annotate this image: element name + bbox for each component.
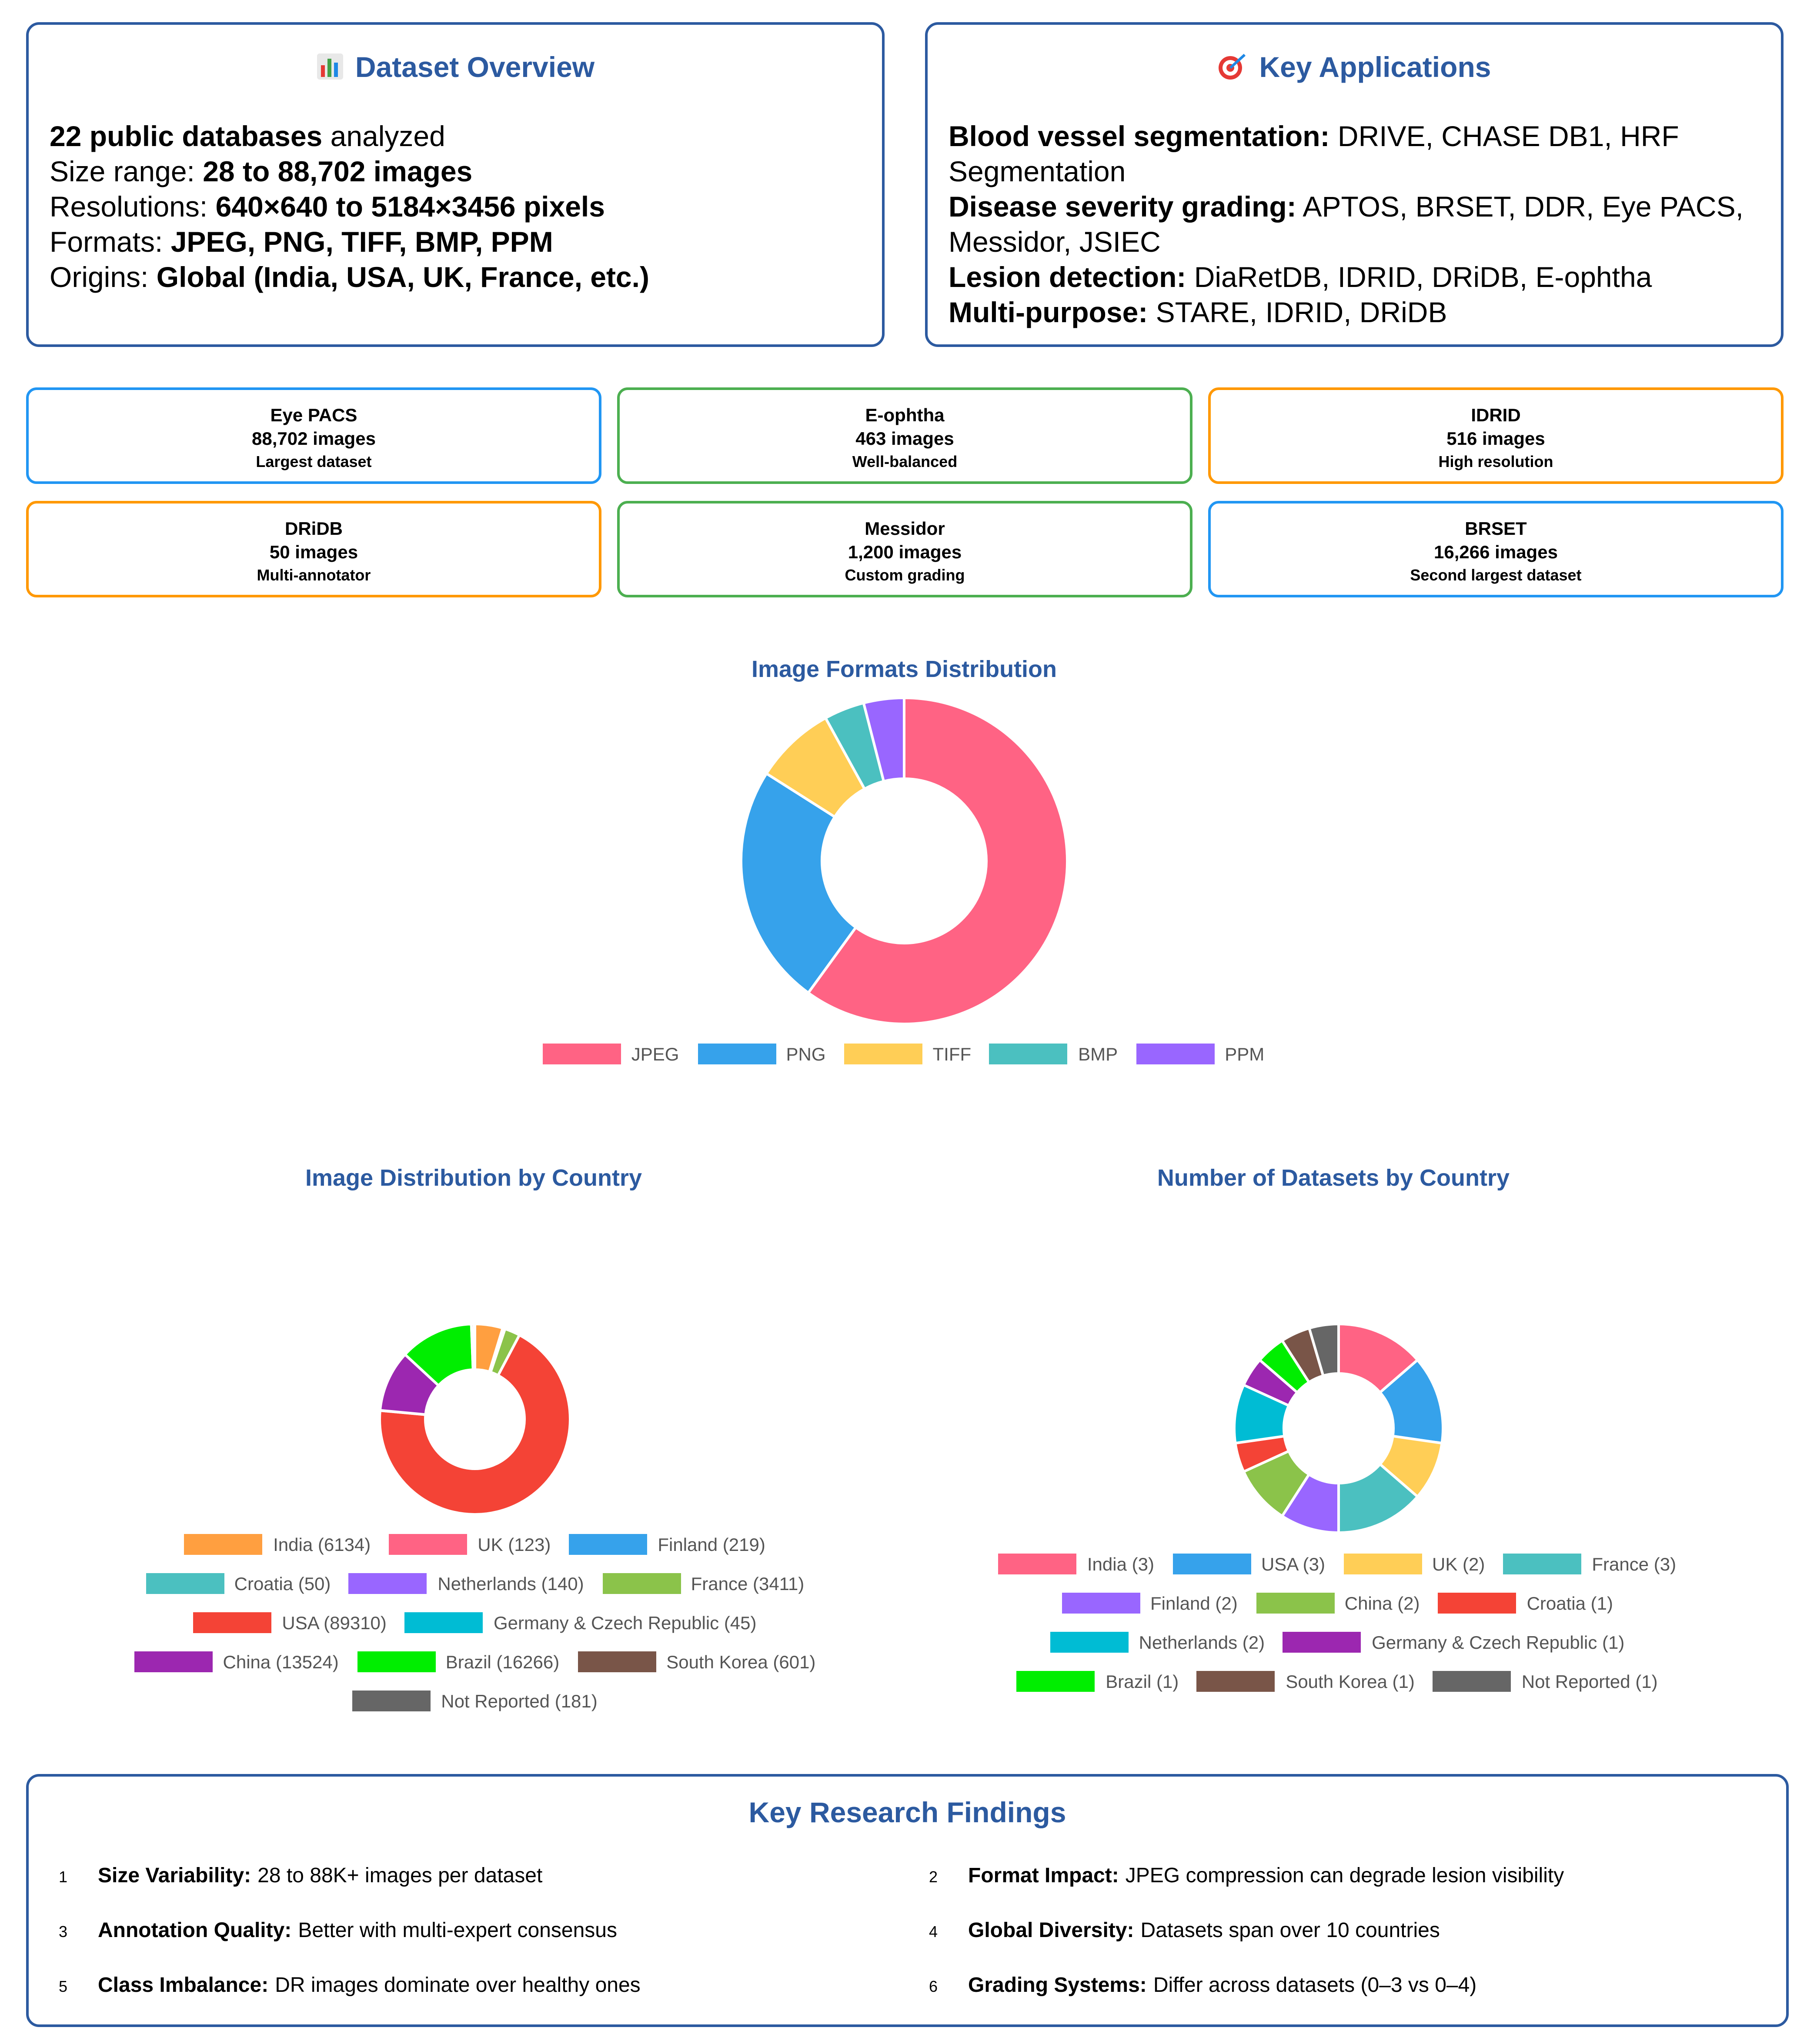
application-item: Multi-purpose: STARE, IDRID, DRiDB [949, 296, 1447, 329]
legend-swatch [1062, 1593, 1140, 1614]
legend-label: PNG [786, 1044, 826, 1064]
finding-item [929, 1865, 1564, 1889]
legend-item[interactable] [989, 1044, 1118, 1064]
legend-label: USA (89310) [282, 1612, 387, 1633]
legend-item[interactable] [193, 1612, 387, 1633]
finding-text: JPEG compression can degrade lesion visibility [1125, 1865, 1564, 1887]
legend-swatch [989, 1044, 1068, 1064]
card-count: 516 images [1446, 428, 1545, 449]
legend-item[interactable] [1017, 1671, 1179, 1692]
legend-swatch [352, 1691, 431, 1711]
legend-swatch [184, 1534, 263, 1555]
card-name: Eye PACS [270, 404, 357, 425]
finding-label: Class Imbalance: [98, 1975, 269, 1997]
legend-swatch [1050, 1632, 1129, 1653]
legend-label: China (13524) [223, 1651, 339, 1672]
application-item: Blood vessel segmentation: DRIVE, CHASE DB1, HRF Segmentation [949, 120, 1679, 188]
country-images-chart-title: Image Distribution by Country [305, 1165, 642, 1191]
legend-item[interactable] [578, 1651, 815, 1672]
legend-swatch [1343, 1554, 1422, 1574]
key-applications-panel [925, 22, 1784, 347]
formats-chart-title: Image Formats Distribution [751, 656, 1057, 682]
overview-line: Formats: JPEG, PNG, TIFF, BMP, PPM [50, 226, 553, 258]
finding-number: 2 [929, 1868, 938, 1886]
bar-chart-icon [316, 52, 345, 81]
legend-item[interactable] [1062, 1593, 1238, 1614]
legend-swatch [1283, 1632, 1361, 1653]
finding-label: Size Variability: [98, 1865, 251, 1887]
card-count: 1,200 images [848, 541, 962, 562]
legend-row [887, 1554, 1787, 1574]
legend-swatch [602, 1573, 681, 1594]
finding-item [59, 1865, 542, 1889]
dataset-card [1208, 387, 1784, 484]
card-name: E-ophtha [865, 404, 945, 425]
finding-label: Format Impact: [968, 1865, 1119, 1887]
finding-label: Grading Systems: [968, 1975, 1147, 1997]
card-count: 463 images [855, 428, 954, 449]
legend-item[interactable] [844, 1044, 972, 1064]
legend-label: Finland (2) [1150, 1593, 1238, 1614]
card-count: 16,266 images [1434, 541, 1558, 562]
legend-label: UK (2) [1432, 1554, 1485, 1574]
legend-swatch [134, 1651, 213, 1672]
legend-swatch [357, 1651, 435, 1672]
finding-text: Datasets span over 10 countries [1140, 1920, 1440, 1942]
card-note: Largest dataset [256, 453, 372, 471]
overview-lines [50, 119, 869, 295]
overview-line: Size range: 28 to 88,702 images [50, 155, 473, 188]
legend-label: South Korea (1) [1286, 1671, 1415, 1692]
dataset-card [1208, 501, 1784, 597]
application-item: Lesion detection: DiaRetDB, IDRID, DRiDB, E-ophtha [949, 261, 1652, 293]
legend-label: Not Reported (1) [1521, 1671, 1658, 1692]
finding-text: Better with multi-expert consensus [298, 1920, 617, 1942]
legend-item[interactable] [1343, 1554, 1485, 1574]
legend-swatch [1017, 1671, 1095, 1692]
legend-swatch [569, 1534, 647, 1555]
key-findings-title: Key Research Findings [748, 1796, 1066, 1829]
legend-row [0, 1612, 950, 1633]
card-note: Second largest dataset [1410, 566, 1582, 584]
application-item: Disease severity grading: APTOS, BRSET, DDR, Eye PACS, Messidor, JSIEC [949, 190, 1744, 258]
legend-swatch [1172, 1554, 1251, 1574]
finding-item [59, 1975, 641, 1998]
dataset-card [617, 501, 1192, 597]
target-icon [1217, 52, 1249, 81]
dataset-card [26, 501, 601, 597]
legend-swatch [146, 1573, 224, 1594]
card-name: Messidor [865, 518, 945, 539]
legend-item[interactable] [1433, 1671, 1658, 1692]
legend-item[interactable] [349, 1573, 584, 1594]
legend-item[interactable] [184, 1534, 371, 1555]
legend-item[interactable] [357, 1651, 559, 1672]
card-name: DRiDB [284, 518, 343, 539]
dataset-card [26, 387, 601, 484]
finding-text: DR images dominate over healthy ones [275, 1975, 641, 1997]
legend-swatch [1136, 1044, 1214, 1064]
legend-row [0, 1651, 950, 1672]
card-count: 88,702 images [252, 428, 376, 449]
finding-number: 6 [929, 1977, 938, 1996]
legend-row [887, 1593, 1787, 1614]
legend-label: France (3) [1592, 1554, 1677, 1574]
dataset-overview-panel [26, 22, 885, 347]
legend-item[interactable] [405, 1612, 757, 1633]
legend-label: South Korea (601) [666, 1651, 816, 1672]
finding-number: 5 [59, 1977, 68, 1996]
legend-item[interactable] [999, 1554, 1154, 1574]
formats-donut-chart [741, 698, 1067, 1024]
legend-label: Brazil (1) [1106, 1671, 1179, 1692]
legend-item[interactable] [1503, 1554, 1676, 1574]
card-note: Custom grading [845, 566, 965, 584]
overview-line: Resolutions: 640×640 to 5184×3456 pixels [50, 190, 605, 223]
legend-label: Netherlands (140) [438, 1573, 584, 1594]
card-note: Well-balanced [852, 453, 958, 471]
legend-label: Croatia (50) [234, 1573, 331, 1594]
legend-item[interactable] [1438, 1593, 1613, 1614]
finding-item [929, 1975, 1476, 1998]
legend-swatch [193, 1612, 271, 1633]
legend-swatch [349, 1573, 427, 1594]
dataset-card [617, 387, 1192, 484]
legend-label: UK (123) [478, 1534, 551, 1555]
finding-number: 1 [59, 1868, 68, 1886]
legend-label: Not Reported (181) [441, 1691, 598, 1711]
donut-slice-not-reported[interactable] [474, 1324, 475, 1370]
legend-label: BMP [1078, 1044, 1118, 1064]
legend-label: China (2) [1344, 1593, 1420, 1614]
legend-item[interactable] [389, 1534, 551, 1555]
legend-swatch [1197, 1671, 1275, 1692]
legend-row [0, 1691, 950, 1711]
legend-row [0, 1044, 1807, 1064]
country-images-donut-chart [380, 1324, 570, 1514]
applications-lines [949, 119, 1768, 330]
legend-row [887, 1671, 1787, 1692]
overview-line: Origins: Global (India, USA, UK, France, etc.) [50, 261, 649, 293]
legend-label: Germany & Czech Republic (1) [1372, 1632, 1625, 1653]
legend-label: Netherlands (2) [1139, 1632, 1265, 1653]
legend-label: Finland (219) [658, 1534, 765, 1555]
legend-label: India (6134) [273, 1534, 371, 1555]
legend-swatch [999, 1554, 1077, 1574]
legend-swatch [543, 1044, 621, 1064]
legend-swatch [1503, 1554, 1581, 1574]
card-note: Multi-annotator [257, 566, 371, 584]
legend-item[interactable] [543, 1044, 679, 1064]
legend-swatch [389, 1534, 467, 1555]
legend-item[interactable] [698, 1044, 826, 1064]
legend-label: TIFF [932, 1044, 972, 1064]
legend-item[interactable] [146, 1573, 331, 1594]
legend-swatch [1438, 1593, 1516, 1614]
finding-item [929, 1920, 1440, 1944]
legend-label: India (3) [1087, 1554, 1154, 1574]
legend-label: JPEG [631, 1044, 679, 1064]
legend-item[interactable] [1050, 1632, 1265, 1653]
legend-item[interactable] [352, 1691, 598, 1711]
legend-item[interactable] [569, 1534, 765, 1555]
legend-swatch [578, 1651, 656, 1672]
legend-label: Brazil (16266) [445, 1651, 560, 1672]
legend-item[interactable] [134, 1651, 339, 1672]
legend-label: Germany & Czech Republic (45) [493, 1612, 757, 1633]
country-datasets-chart-title: Number of Datasets by Country [1157, 1165, 1510, 1191]
legend-label: PPM [1225, 1044, 1265, 1064]
legend-item[interactable] [602, 1573, 805, 1594]
legend-row [0, 1573, 950, 1594]
finding-number: 4 [929, 1923, 938, 1941]
legend-swatch [844, 1044, 922, 1064]
finding-number: 3 [59, 1923, 68, 1941]
key-applications-title: Key Applications [928, 51, 1781, 85]
overview-line: 22 public databases analyzed [50, 120, 445, 153]
legend-label: USA (3) [1261, 1554, 1326, 1574]
legend-label: Croatia (1) [1526, 1593, 1613, 1614]
legend-row [0, 1534, 950, 1555]
card-count: 50 images [269, 541, 358, 562]
card-name: BRSET [1465, 518, 1527, 539]
legend-item[interactable] [1136, 1044, 1264, 1064]
card-name: IDRID [1471, 404, 1521, 425]
legend-item[interactable] [1283, 1632, 1624, 1653]
country-datasets-donut-chart [1234, 1324, 1443, 1533]
legend-swatch [698, 1044, 776, 1064]
legend-swatch [405, 1612, 483, 1633]
card-note: High resolution [1438, 453, 1553, 471]
finding-label: Annotation Quality: [98, 1920, 292, 1942]
finding-text: 28 to 88K+ images per dataset [257, 1865, 543, 1887]
legend-item[interactable] [1172, 1554, 1325, 1574]
finding-label: Global Diversity: [968, 1920, 1134, 1942]
legend-swatch [1256, 1593, 1334, 1614]
dataset-overview-title: Dataset Overview [29, 51, 882, 85]
legend-label: France (3411) [691, 1573, 805, 1594]
finding-text: Differ across datasets (0–3 vs 0–4) [1153, 1975, 1477, 1997]
finding-item [59, 1920, 617, 1944]
legend-item[interactable] [1197, 1671, 1415, 1692]
legend-swatch [1433, 1671, 1511, 1692]
legend-row [887, 1632, 1787, 1653]
legend-item[interactable] [1256, 1593, 1420, 1614]
